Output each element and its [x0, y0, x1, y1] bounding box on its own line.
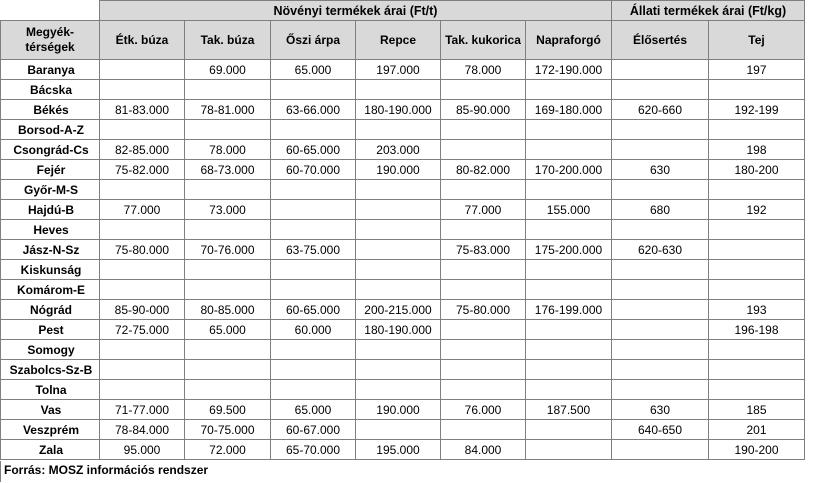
price-cell	[271, 260, 356, 280]
price-cell: 65.000	[185, 320, 271, 340]
price-cell: 75-80.000	[100, 240, 185, 260]
price-cell	[709, 180, 805, 200]
price-cell	[356, 380, 441, 400]
price-cell	[271, 360, 356, 380]
price-cell	[356, 120, 441, 140]
corner-cell	[1, 1, 100, 21]
price-cell: 176-199.000	[526, 300, 612, 320]
price-cell	[271, 80, 356, 100]
price-cell	[612, 320, 709, 340]
price-cell: 75-82.000	[100, 160, 185, 180]
price-cell: 85-90.000	[441, 100, 526, 120]
price-cell	[441, 320, 526, 340]
price-cell	[356, 240, 441, 260]
column-header-tak-buza: Tak. búza	[185, 21, 271, 60]
price-cell	[356, 420, 441, 440]
source-note: Forrás: MOSZ információs rendszer	[4, 463, 209, 477]
county-name: Pest	[1, 320, 100, 340]
county-name: Hajdú-B	[1, 200, 100, 220]
price-cell	[185, 260, 271, 280]
price-cell: 201	[709, 420, 805, 440]
price-cell: 187.500	[526, 400, 612, 420]
price-cell	[612, 440, 709, 460]
price-cell: 680	[612, 200, 709, 220]
price-cell: 65.000	[271, 400, 356, 420]
price-cell	[526, 380, 612, 400]
table-row	[1, 280, 805, 300]
table-body	[1, 60, 805, 460]
price-cell: 195.000	[356, 440, 441, 460]
county-name: Somogy	[1, 340, 100, 360]
price-cell	[356, 200, 441, 220]
price-cell	[185, 120, 271, 140]
price-cell: 63-66.000	[271, 100, 356, 120]
table-row	[1, 220, 805, 240]
county-name: Kiskunság	[1, 260, 100, 280]
price-cell	[356, 260, 441, 280]
county-name: Heves	[1, 220, 100, 240]
price-cell: 81-83.000	[100, 100, 185, 120]
county-header-line1: Megyék-	[25, 25, 75, 39]
price-cell: 155.000	[526, 200, 612, 220]
county-name: Fejér	[1, 160, 100, 180]
price-cell: 620-630	[612, 240, 709, 260]
source-border	[0, 461, 1, 482]
price-cell	[356, 220, 441, 240]
price-cell: 60.000	[271, 320, 356, 340]
price-cell	[441, 340, 526, 360]
price-cell: 180-190.000	[356, 100, 441, 120]
price-cell: 65-70.000	[271, 440, 356, 460]
price-cell: 203.000	[356, 140, 441, 160]
price-cell: 60-65.000	[271, 300, 356, 320]
price-cell: 72.000	[185, 440, 271, 460]
column-header-napraforgo: Napraforgó	[526, 21, 612, 60]
price-cell	[441, 120, 526, 140]
price-cell: 69.000	[185, 60, 271, 80]
price-cell	[526, 440, 612, 460]
price-cell	[271, 340, 356, 360]
price-cell	[185, 280, 271, 300]
price-cell	[526, 360, 612, 380]
price-cell: 70-76.000	[185, 240, 271, 260]
price-cell	[612, 120, 709, 140]
price-cell: 63-75.000	[271, 240, 356, 260]
county-name: Bácska	[1, 80, 100, 100]
price-cell: 192-199	[709, 100, 805, 120]
price-cell	[709, 340, 805, 360]
price-cell: 78-81.000	[185, 100, 271, 120]
price-cell: 197.000	[356, 60, 441, 80]
column-header-etk-buza: Étk. búza	[100, 21, 185, 60]
price-cell: 77.000	[441, 200, 526, 220]
price-cell	[709, 240, 805, 260]
price-cell	[526, 260, 612, 280]
price-cell: 68-73.000	[185, 160, 271, 180]
table-row	[1, 160, 805, 180]
price-cell: 76.000	[441, 400, 526, 420]
table-row	[1, 400, 805, 420]
price-cell	[271, 280, 356, 300]
price-cell: 82-85.000	[100, 140, 185, 160]
table-row	[1, 60, 805, 80]
price-cell	[356, 340, 441, 360]
county-name: Vas	[1, 400, 100, 420]
price-cell	[185, 220, 271, 240]
table-row	[1, 300, 805, 320]
price-cell	[441, 360, 526, 380]
price-cell	[271, 220, 356, 240]
price-cell	[441, 140, 526, 160]
price-cell	[709, 280, 805, 300]
price-cell	[612, 260, 709, 280]
price-cell: 80-82.000	[441, 160, 526, 180]
table-row	[1, 380, 805, 400]
county-name: Baranya	[1, 60, 100, 80]
price-cell	[441, 220, 526, 240]
price-cell	[100, 120, 185, 140]
price-cell	[185, 380, 271, 400]
price-cell	[271, 200, 356, 220]
price-cell	[100, 220, 185, 240]
price-cell: 193	[709, 300, 805, 320]
price-cell: 198	[709, 140, 805, 160]
price-cell	[526, 420, 612, 440]
price-cell	[441, 260, 526, 280]
price-cell	[100, 60, 185, 80]
price-cell	[441, 380, 526, 400]
price-cell: 180-190.000	[356, 320, 441, 340]
price-cell	[100, 340, 185, 360]
price-cell: 175-200.000	[526, 240, 612, 260]
price-cell	[271, 120, 356, 140]
county-name: Jász-N-Sz	[1, 240, 100, 260]
column-header-oszi-arpa: Őszi árpa	[271, 21, 356, 60]
table-row	[1, 80, 805, 100]
column-header-tak-kukorica: Tak. kukorica	[441, 21, 526, 60]
price-cell: 72-75.000	[100, 320, 185, 340]
price-cell	[526, 80, 612, 100]
table-row	[1, 120, 805, 140]
price-cell	[612, 280, 709, 300]
table-row	[1, 260, 805, 280]
column-header-repce: Repce	[356, 21, 441, 60]
price-cell	[526, 120, 612, 140]
price-cell: 630	[612, 400, 709, 420]
plant-prices-header: Növényi termékek árai (Ft/t)	[100, 1, 612, 21]
price-cell	[526, 320, 612, 340]
price-cell: 60-70.000	[271, 160, 356, 180]
table-row	[1, 240, 805, 260]
price-cell: 69.500	[185, 400, 271, 420]
county-name: Zala	[1, 440, 100, 460]
price-cell: 620-660	[612, 100, 709, 120]
county-name: Veszprém	[1, 420, 100, 440]
price-cell: 78.000	[185, 140, 271, 160]
table-row	[1, 440, 805, 460]
price-cell: 75-83.000	[441, 240, 526, 260]
price-cell	[356, 280, 441, 300]
price-cell	[441, 80, 526, 100]
price-cell	[526, 140, 612, 160]
price-cell	[271, 180, 356, 200]
price-cell: 84.000	[441, 440, 526, 460]
table-row	[1, 200, 805, 220]
price-cell	[526, 280, 612, 300]
price-cell	[271, 380, 356, 400]
county-name: Csongrád-Cs	[1, 140, 100, 160]
price-cell: 71-77.000	[100, 400, 185, 420]
column-header-elosertes: Élősertés	[612, 21, 709, 60]
price-cell: 169-180.000	[526, 100, 612, 120]
county-name: Komárom-E	[1, 280, 100, 300]
price-cell: 75-80.000	[441, 300, 526, 320]
price-cell	[612, 300, 709, 320]
county-name: Szabolcs-Sz-B	[1, 360, 100, 380]
price-cell	[441, 420, 526, 440]
price-cell	[612, 80, 709, 100]
table-row	[1, 180, 805, 200]
table-row	[1, 140, 805, 160]
column-header-tej: Tej	[709, 21, 805, 60]
price-cell	[100, 380, 185, 400]
price-cell	[709, 120, 805, 140]
table-row	[1, 420, 805, 440]
price-cell: 78.000	[441, 60, 526, 80]
price-cell	[612, 220, 709, 240]
price-cell	[100, 80, 185, 100]
price-cell: 196-198	[709, 320, 805, 340]
animal-prices-header: Állati termékek árai (Ft/kg)	[612, 1, 805, 21]
price-cell	[100, 280, 185, 300]
price-cell	[100, 260, 185, 280]
price-cell: 192	[709, 200, 805, 220]
price-cell	[709, 80, 805, 100]
price-cell	[185, 360, 271, 380]
price-cell	[356, 360, 441, 380]
price-cell: 170-200.000	[526, 160, 612, 180]
price-cell	[100, 180, 185, 200]
price-cell: 200-215.000	[356, 300, 441, 320]
price-cell: 190-200	[709, 440, 805, 460]
county-name: Borsod-A-Z	[1, 120, 100, 140]
price-cell: 185	[709, 400, 805, 420]
table-row	[1, 320, 805, 340]
price-cell: 60-67.000	[271, 420, 356, 440]
price-cell: 190.000	[356, 400, 441, 420]
price-cell: 85-90-000	[100, 300, 185, 320]
price-cell: 78-84.000	[100, 420, 185, 440]
price-cell: 190.000	[356, 160, 441, 180]
price-cell: 65.000	[271, 60, 356, 80]
price-cell	[441, 180, 526, 200]
price-cell	[612, 360, 709, 380]
price-cell	[185, 80, 271, 100]
price-cell	[526, 340, 612, 360]
table-row	[1, 100, 805, 120]
price-cell: 197	[709, 60, 805, 80]
price-cell	[612, 380, 709, 400]
county-name: Győr-M-S	[1, 180, 100, 200]
price-cell: 172-190.000	[526, 60, 612, 80]
price-cell: 640-650	[612, 420, 709, 440]
price-cell	[185, 180, 271, 200]
price-cell	[709, 360, 805, 380]
table-row	[1, 340, 805, 360]
county-name: Tolna	[1, 380, 100, 400]
price-cell	[185, 340, 271, 360]
price-cell: 630	[612, 160, 709, 180]
price-cell: 95.000	[100, 440, 185, 460]
price-cell: 70-75.000	[185, 420, 271, 440]
price-cell	[356, 180, 441, 200]
price-cell	[612, 140, 709, 160]
price-cell	[441, 280, 526, 300]
price-cell: 77.000	[100, 200, 185, 220]
price-cell: 80-85.000	[185, 300, 271, 320]
price-cell	[526, 220, 612, 240]
price-cell	[709, 260, 805, 280]
price-cell: 60-65.000	[271, 140, 356, 160]
column-header-county	[1, 21, 100, 60]
county-name: Békés	[1, 100, 100, 120]
price-cell	[612, 180, 709, 200]
price-cell	[709, 380, 805, 400]
price-cell: 73.000	[185, 200, 271, 220]
price-cell	[612, 60, 709, 80]
county-name: Nógrád	[1, 300, 100, 320]
table-row	[1, 360, 805, 380]
price-cell	[100, 360, 185, 380]
price-cell	[612, 340, 709, 360]
price-cell	[526, 180, 612, 200]
county-header-line2: térségek	[25, 40, 75, 54]
price-cell	[709, 220, 805, 240]
price-cell	[356, 80, 441, 100]
price-cell: 180-200	[709, 160, 805, 180]
